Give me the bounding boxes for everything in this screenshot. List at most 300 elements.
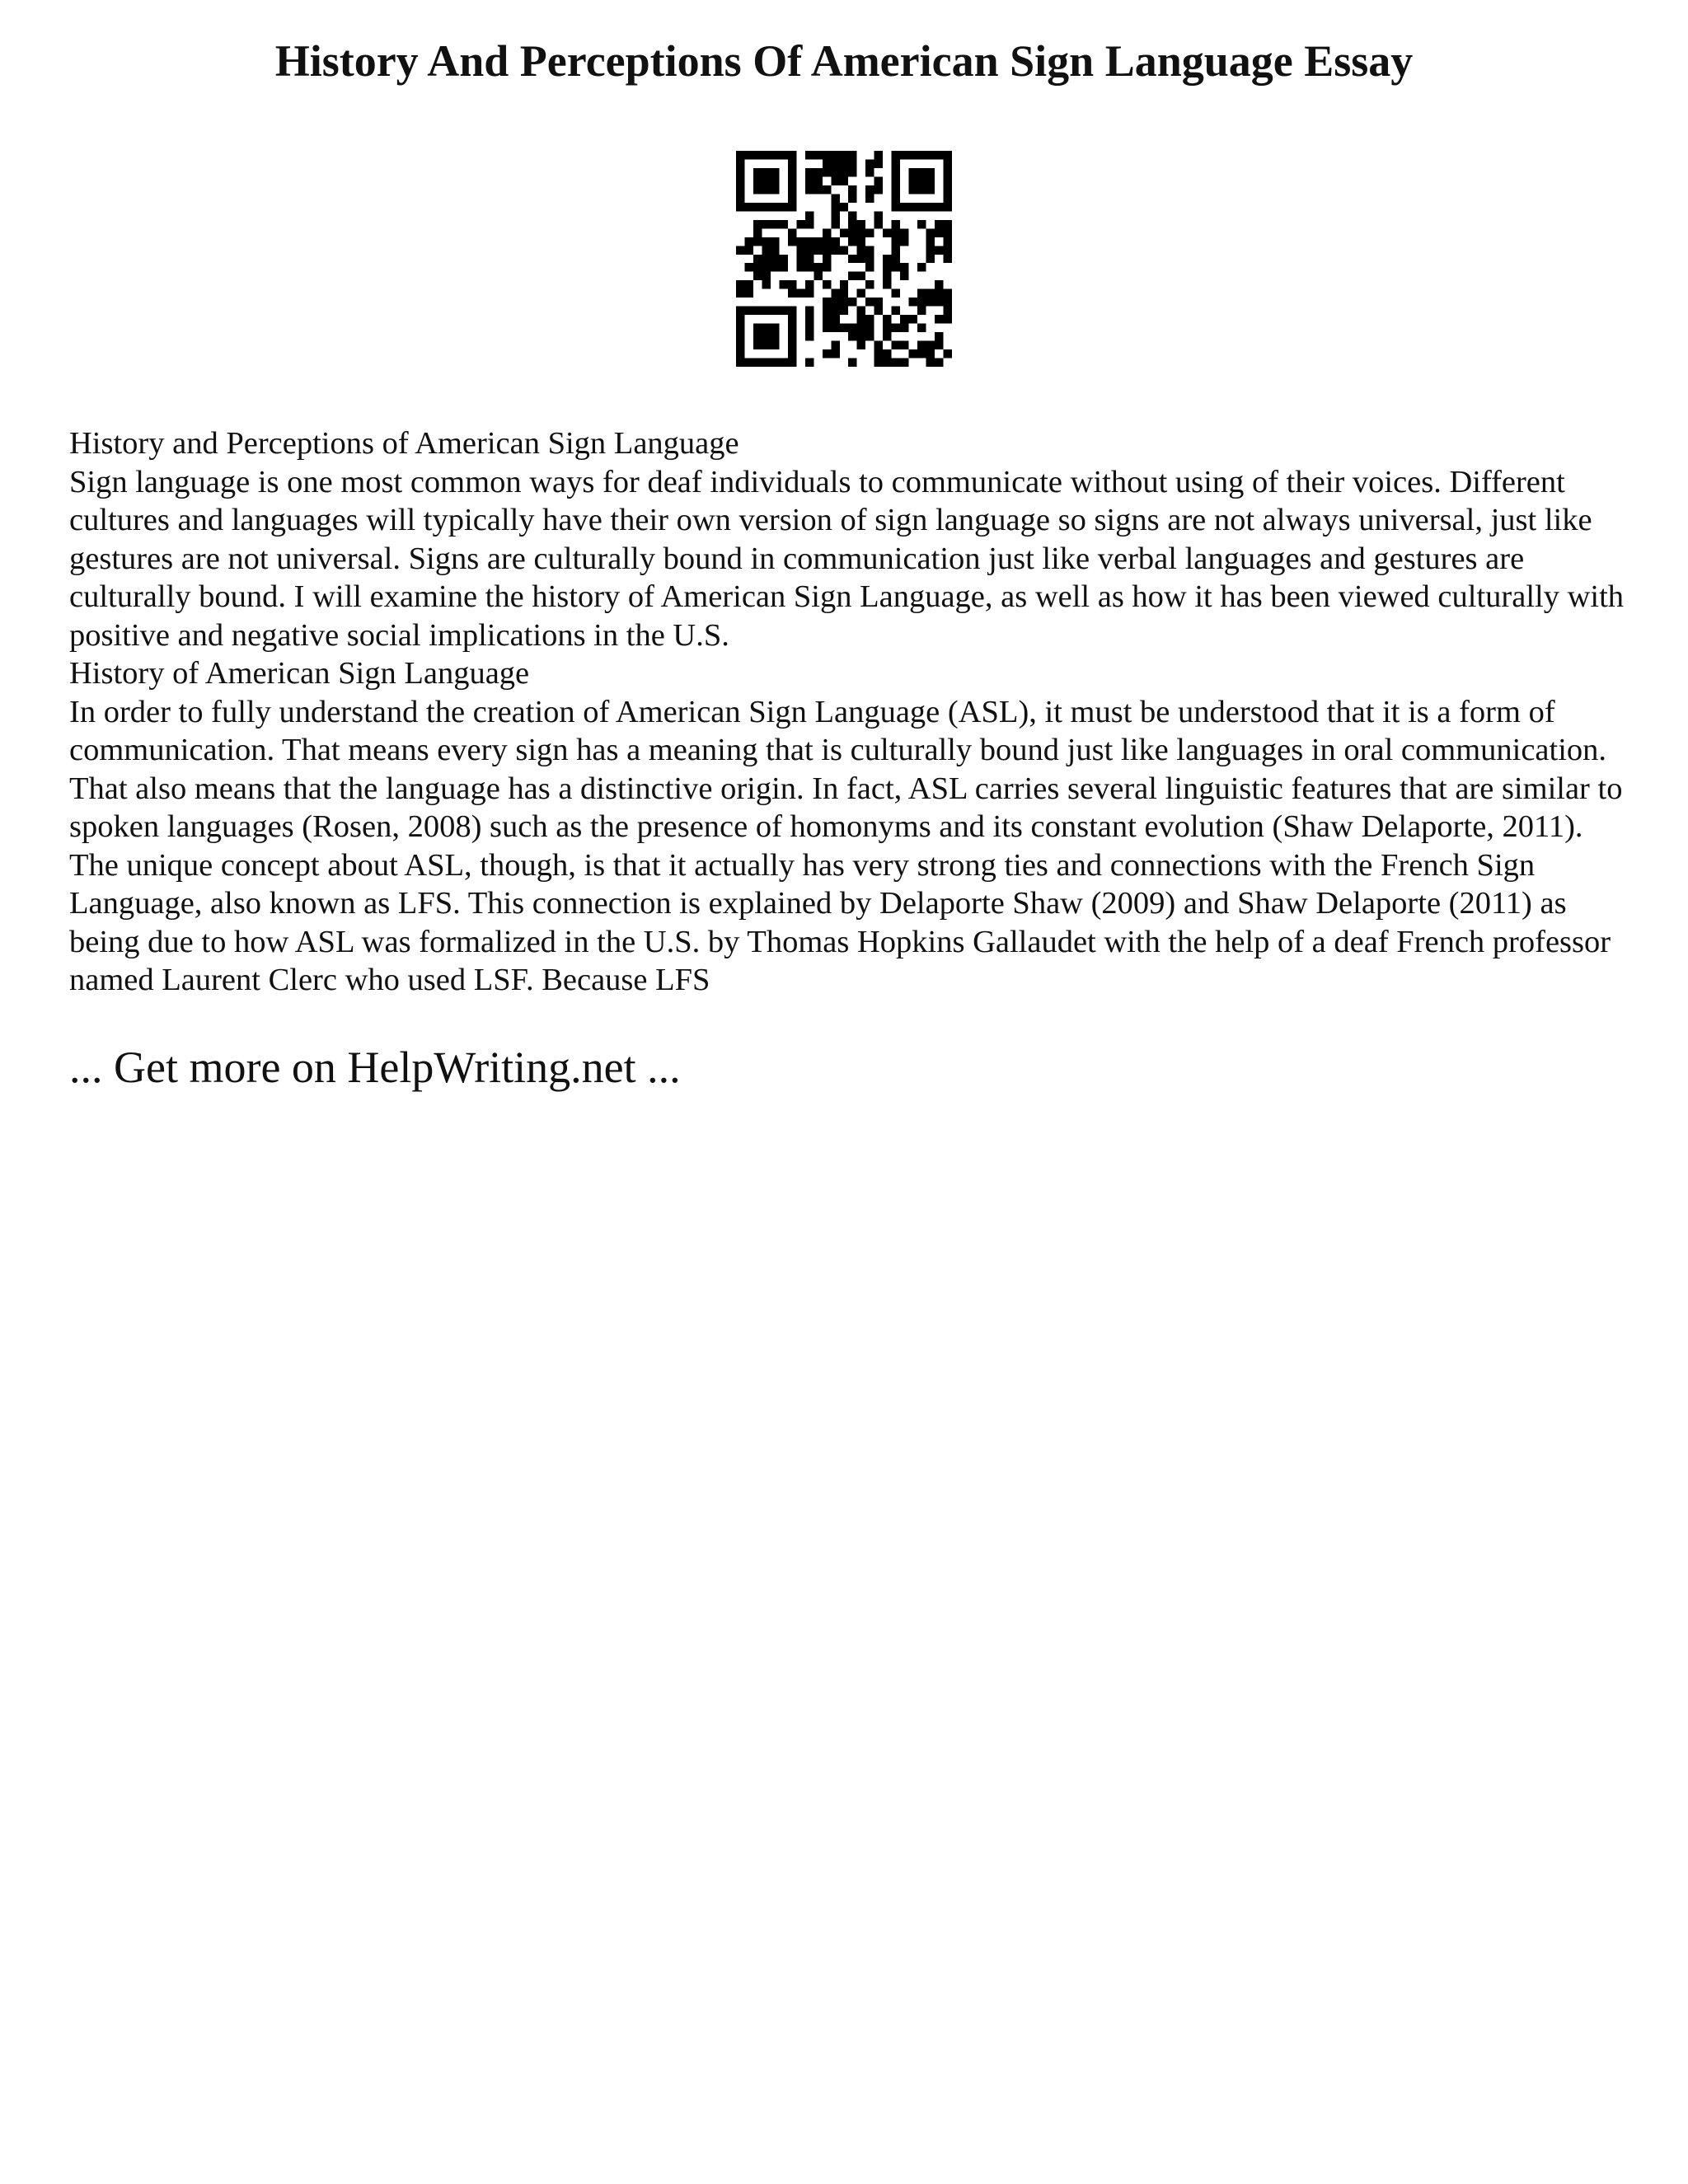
qr-module — [892, 159, 900, 167]
qr-module — [788, 324, 796, 332]
qr-module — [788, 203, 796, 211]
qr-module — [917, 185, 926, 194]
qr-module — [857, 289, 865, 298]
qr-module — [892, 263, 900, 271]
qr-module — [753, 332, 762, 340]
qr-module — [944, 220, 952, 228]
qr-module — [823, 228, 831, 237]
qr-module — [900, 359, 908, 367]
qr-module — [831, 298, 839, 306]
qr-module — [831, 176, 839, 185]
qr-module — [944, 228, 952, 237]
qr-module — [944, 176, 952, 185]
qr-module — [779, 307, 787, 315]
qr-module — [840, 151, 848, 159]
qr-module — [926, 255, 935, 263]
qr-module — [753, 168, 762, 176]
qr-module — [874, 341, 883, 349]
qr-module — [865, 315, 874, 323]
qr-module — [944, 168, 952, 176]
qr-module — [909, 203, 917, 211]
qr-module — [917, 203, 926, 211]
qr-module — [814, 168, 822, 176]
qr-module — [883, 263, 891, 271]
qr-module — [944, 255, 952, 263]
qr-module — [865, 168, 874, 176]
qr-module — [944, 237, 952, 246]
qr-module — [744, 246, 753, 254]
qr-module — [840, 159, 848, 167]
qr-module — [874, 307, 883, 315]
qr-module — [865, 298, 874, 306]
qr-module — [831, 211, 839, 219]
qr-module — [840, 324, 848, 332]
qr-module — [909, 151, 917, 159]
qr-module — [744, 237, 753, 246]
qr-module — [900, 203, 908, 211]
qr-module — [788, 359, 796, 367]
qr-module — [848, 185, 856, 194]
qr-module — [917, 289, 926, 298]
qr-module — [762, 324, 770, 332]
qr-module — [909, 176, 917, 185]
qr-module — [788, 307, 796, 315]
qr-module — [883, 272, 891, 280]
qr-module — [779, 151, 787, 159]
qr-module — [788, 168, 796, 176]
qr-module — [736, 349, 744, 358]
qr-module — [762, 237, 770, 246]
qr-module — [796, 246, 804, 254]
page-title: History And Perceptions Of American Sign Language Essay — [274, 36, 1414, 86]
qr-module — [771, 255, 779, 263]
qr-module — [736, 280, 744, 288]
paragraph: In order to fully understand the creation of American Sign Language (ASL), it must be understood that it is a form of communication. That means every sign has a meaning that is culturally bound just like languages in oral communication. That also means that the language has a distinctive origin. In fact, ASL carries several linguistic features that are similar to spoken languages (Rosen, 2008) such as the presence of homonyms and its constant evolution (Shaw Delaporte, 2011). The unique concept about ASL, though, is that it actually has very strong ties and connections with the French Sign Language, also known as LFS. This connection is explained by Delaporte Shaw (2009) and Shaw Delaporte (2011) as being due to how ASL was formalized in the U.S. by Thomas Hopkins Gallaudet with the help of a deaf French professor named Laurent Clerc who used LSF. Because LFS — [69, 694, 1623, 997]
qr-module — [736, 176, 744, 185]
qr-module — [865, 280, 874, 288]
qr-module — [848, 220, 856, 228]
qr-module — [779, 359, 787, 367]
qr-module — [883, 324, 891, 332]
qr-module — [762, 332, 770, 340]
qr-module — [805, 211, 814, 219]
qr-module — [762, 255, 770, 263]
qr-module — [848, 237, 856, 246]
qr-module — [788, 289, 796, 298]
qr-module — [814, 151, 822, 159]
qr-module — [823, 324, 831, 332]
qr-module — [848, 194, 856, 202]
qr-module — [848, 272, 856, 280]
qr-module — [840, 203, 848, 211]
qr-module — [736, 332, 744, 340]
qr-module — [736, 324, 744, 332]
qr-module — [779, 255, 787, 263]
qr-module — [892, 324, 900, 332]
qr-module — [857, 220, 865, 228]
qr-module — [917, 176, 926, 185]
qr-module — [926, 289, 935, 298]
qr-module — [805, 324, 814, 332]
qr-module — [736, 246, 744, 254]
qr-module — [771, 307, 779, 315]
qr-module — [788, 332, 796, 340]
qr-module — [823, 263, 831, 271]
qr-module — [814, 185, 822, 194]
qr-module — [944, 194, 952, 202]
qr-module — [857, 307, 865, 315]
qr-module — [892, 185, 900, 194]
qr-module — [874, 151, 883, 159]
qr-module — [848, 298, 856, 306]
qr-module — [926, 228, 935, 237]
essay-body — [69, 424, 1635, 1000]
qr-module — [762, 176, 770, 185]
qr-module — [814, 263, 822, 271]
qr-module — [831, 324, 839, 332]
qr-module — [865, 255, 874, 263]
qr-module — [848, 168, 856, 176]
qr-module — [865, 246, 874, 254]
qr-module — [883, 359, 891, 367]
qr-module — [935, 203, 943, 211]
qr-module — [796, 255, 804, 263]
qr-module — [805, 237, 814, 246]
qr-module — [926, 298, 935, 306]
qr-module — [848, 332, 856, 340]
qr-module — [779, 203, 787, 211]
qr-module — [805, 168, 814, 176]
qr-module — [805, 289, 814, 298]
qr-module — [883, 349, 891, 358]
qr-module — [909, 349, 917, 358]
qr-module — [840, 228, 848, 237]
qr-module — [935, 151, 943, 159]
qr-module — [831, 341, 839, 349]
qr-module — [883, 332, 891, 340]
qr-module — [883, 255, 891, 263]
qr-module — [840, 289, 848, 298]
qr-module — [935, 246, 943, 254]
qr-module — [762, 280, 770, 288]
qr-module — [874, 185, 883, 194]
qr-module — [848, 151, 856, 159]
qr-module — [874, 349, 883, 358]
qr-module — [831, 203, 839, 211]
qr-module — [831, 246, 839, 254]
qr-module — [883, 228, 891, 237]
qr-module — [900, 272, 908, 280]
qr-module — [840, 176, 848, 185]
section-heading: History of American Sign Language — [69, 656, 530, 691]
qr-module — [753, 255, 762, 263]
qr-module — [926, 246, 935, 254]
qr-module — [762, 220, 770, 228]
qr-module — [744, 151, 753, 159]
qr-module — [935, 341, 943, 349]
qr-module — [762, 246, 770, 254]
qr-module — [805, 263, 814, 271]
qr-module — [736, 168, 744, 176]
qr-module — [935, 289, 943, 298]
qr-module — [771, 151, 779, 159]
qr-module — [753, 263, 762, 271]
qr-module — [874, 159, 883, 167]
qr-module — [788, 237, 796, 246]
qr-module — [848, 255, 856, 263]
qr-module — [944, 315, 952, 323]
qr-module — [935, 280, 943, 288]
qr-module — [805, 220, 814, 228]
qr-module — [771, 359, 779, 367]
qr-module — [762, 307, 770, 315]
qr-module — [753, 341, 762, 349]
qr-module — [753, 272, 762, 280]
qr-module — [762, 263, 770, 271]
qr-module — [944, 349, 952, 358]
qr-module — [857, 255, 865, 263]
qr-module — [762, 272, 770, 280]
qr-module — [753, 307, 762, 315]
qr-module — [788, 151, 796, 159]
qr-module — [805, 246, 814, 254]
qr-module — [788, 341, 796, 349]
qr-module — [848, 211, 856, 219]
qr-module — [753, 228, 762, 237]
qr-module — [771, 246, 779, 254]
qr-module — [944, 289, 952, 298]
qr-module — [831, 220, 839, 228]
qr-module — [823, 237, 831, 246]
qr-module — [744, 359, 753, 367]
qr-module — [892, 307, 900, 315]
qr-module — [779, 280, 787, 288]
qr-module — [840, 298, 848, 306]
qr-module — [917, 151, 926, 159]
qr-module — [865, 332, 874, 340]
qr-module — [831, 237, 839, 246]
qr-module — [805, 185, 814, 194]
qr-module — [744, 289, 753, 298]
qr-module — [736, 359, 744, 367]
qr-module — [796, 220, 804, 228]
qr-module — [805, 176, 814, 185]
qr-module — [892, 341, 900, 349]
qr-module — [823, 255, 831, 263]
qr-module — [874, 220, 883, 228]
qr-module — [771, 341, 779, 349]
qr-module — [909, 168, 917, 176]
qr-module — [805, 151, 814, 159]
qr-module — [823, 298, 831, 306]
qr-module — [892, 203, 900, 211]
qr-module — [744, 263, 753, 271]
qr-module — [865, 324, 874, 332]
qr-module — [883, 315, 891, 323]
qr-module — [926, 349, 935, 358]
qr-module — [857, 237, 865, 246]
qr-module — [771, 203, 779, 211]
qr-module — [753, 176, 762, 185]
qr-module — [736, 151, 744, 159]
qr-module — [796, 237, 804, 246]
qr-module — [917, 324, 926, 332]
qr-module — [771, 185, 779, 194]
qr-module — [831, 194, 839, 202]
qr-module — [935, 332, 943, 340]
qr-code-icon — [736, 151, 952, 367]
qr-module — [788, 185, 796, 194]
qr-module — [823, 168, 831, 176]
qr-module — [926, 176, 935, 185]
qr-module — [944, 298, 952, 306]
qr-module — [823, 246, 831, 254]
qr-module — [935, 315, 943, 323]
qr-module — [900, 315, 908, 323]
qr-module — [892, 151, 900, 159]
qr-module — [892, 255, 900, 263]
qr-module — [831, 315, 839, 323]
qr-module — [892, 228, 900, 237]
qr-module — [753, 324, 762, 332]
qr-module — [831, 168, 839, 176]
qr-module — [796, 263, 804, 271]
qr-module — [744, 280, 753, 288]
qr-module — [744, 307, 753, 315]
qr-module — [857, 341, 865, 349]
qr-module — [762, 359, 770, 367]
qr-module — [779, 220, 787, 228]
qr-module — [917, 220, 926, 228]
qr-module — [744, 203, 753, 211]
qr-module — [935, 228, 943, 237]
qr-module — [840, 246, 848, 254]
qr-module — [788, 349, 796, 358]
qr-module — [788, 280, 796, 288]
qr-module — [909, 315, 917, 323]
qr-module — [848, 228, 856, 237]
qr-module — [736, 289, 744, 298]
qr-module — [900, 228, 908, 237]
qr-module — [814, 272, 822, 280]
qr-module — [892, 168, 900, 176]
qr-module — [926, 185, 935, 194]
qr-module — [944, 203, 952, 211]
qr-module — [736, 159, 744, 167]
qr-module — [857, 332, 865, 340]
qr-module — [736, 203, 744, 211]
qr-module — [944, 307, 952, 315]
qr-module — [848, 359, 856, 367]
qr-module — [926, 237, 935, 246]
qr-module — [917, 168, 926, 176]
qr-module — [762, 168, 770, 176]
qr-module — [874, 176, 883, 185]
qr-module — [900, 151, 908, 159]
qr-module — [814, 246, 822, 254]
qr-module — [823, 151, 831, 159]
qr-module — [788, 176, 796, 185]
qr-module — [736, 341, 744, 349]
qr-module — [900, 324, 908, 332]
qr-module — [917, 349, 926, 358]
qr-module — [805, 280, 814, 288]
qr-module — [892, 220, 900, 228]
qr-module — [831, 349, 839, 358]
qr-module — [814, 237, 822, 246]
qr-module — [865, 194, 874, 202]
qr-module — [917, 341, 926, 349]
qr-module — [823, 159, 831, 167]
qr-module — [736, 194, 744, 202]
qr-module — [771, 324, 779, 332]
qr-module — [917, 263, 926, 271]
qr-module — [865, 185, 874, 194]
qr-module — [935, 220, 943, 228]
qr-module — [865, 263, 874, 271]
qr-module — [762, 151, 770, 159]
qr-module — [892, 194, 900, 202]
qr-module — [900, 237, 908, 246]
qr-module — [865, 228, 874, 237]
qr-module — [753, 151, 762, 159]
qr-module — [857, 228, 865, 237]
qr-module — [788, 315, 796, 323]
qr-module — [788, 228, 796, 237]
qr-module — [892, 237, 900, 246]
qr-module — [814, 176, 822, 185]
qr-module — [753, 220, 762, 228]
qr-module — [874, 298, 883, 306]
qr-module — [944, 151, 952, 159]
qr-module — [796, 289, 804, 298]
qr-module — [823, 307, 831, 315]
qr-module — [909, 298, 917, 306]
qr-module — [857, 272, 865, 280]
qr-module — [900, 263, 908, 271]
get-more-link[interactable]: ... Get more on HelpWriting.net ... — [69, 1043, 681, 1092]
qr-module — [926, 359, 935, 367]
qr-module — [909, 185, 917, 194]
qr-module — [753, 203, 762, 211]
qr-module — [753, 237, 762, 246]
qr-module — [736, 307, 744, 315]
qr-module — [892, 289, 900, 298]
qr-module — [892, 176, 900, 185]
qr-module — [831, 289, 839, 298]
qr-module — [848, 159, 856, 167]
qr-module — [805, 255, 814, 263]
qr-module — [771, 176, 779, 185]
qr-module — [926, 341, 935, 349]
qr-module — [935, 359, 943, 367]
qr-module — [779, 263, 787, 271]
qr-module — [831, 307, 839, 315]
qr-module — [823, 315, 831, 323]
qr-module — [840, 307, 848, 315]
qr-module — [935, 298, 943, 306]
qr-module — [762, 185, 770, 194]
qr-module — [805, 359, 814, 367]
qr-module — [753, 359, 762, 367]
qr-module — [857, 324, 865, 332]
qr-module — [762, 341, 770, 349]
qr-module — [857, 246, 865, 254]
qr-module — [840, 280, 848, 288]
qr-module — [926, 203, 935, 211]
qr-module — [944, 246, 952, 254]
qr-module — [900, 341, 908, 349]
